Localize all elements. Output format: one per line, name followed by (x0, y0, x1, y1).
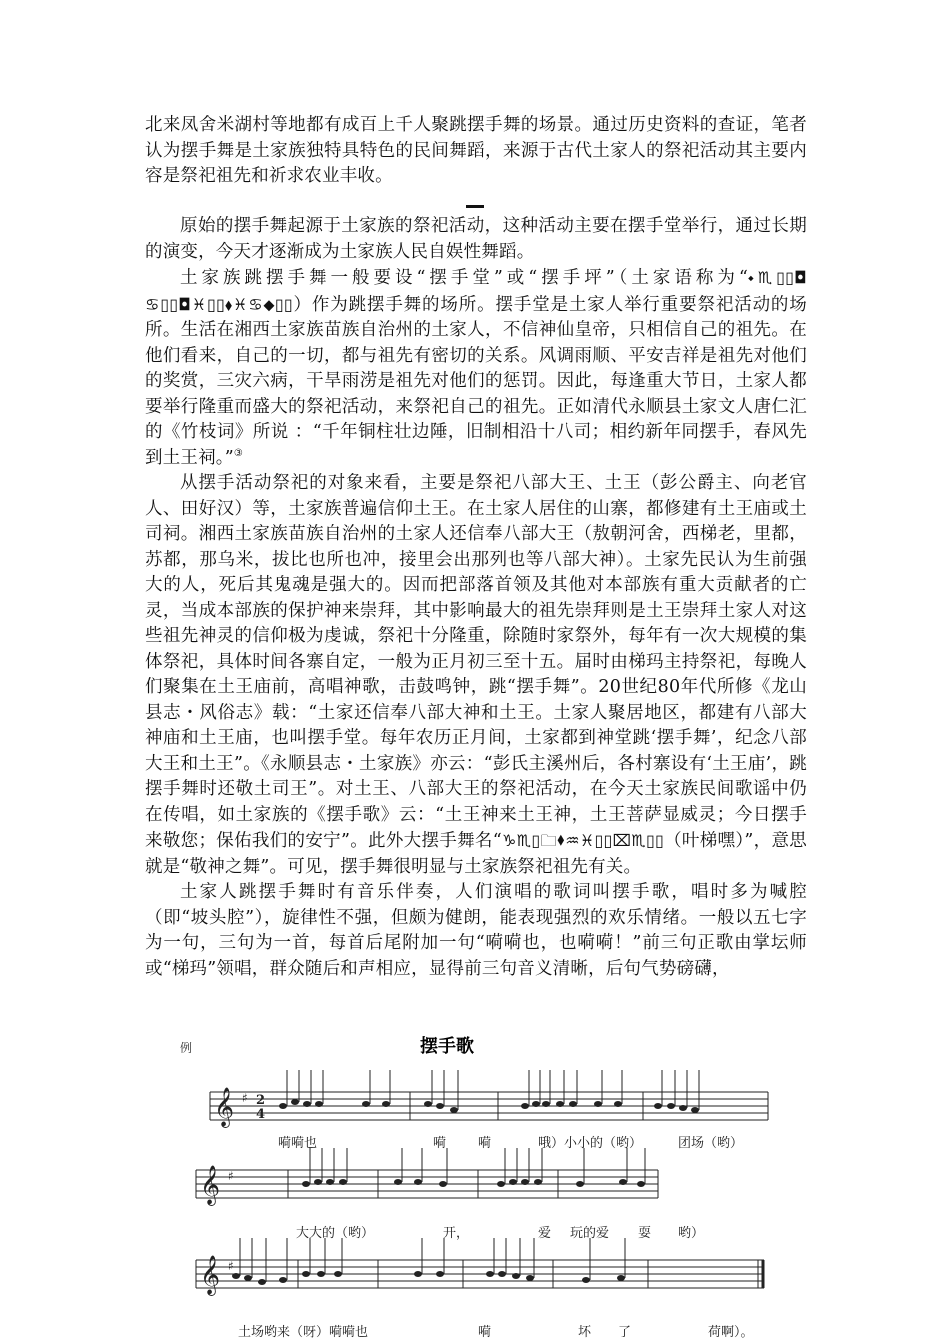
note-head (302, 1181, 310, 1187)
note-head (317, 1271, 325, 1277)
lyric-2-4: 玩的爱 (570, 1226, 610, 1241)
time-sig-top: 2 (256, 1093, 266, 1108)
note-head (497, 1181, 505, 1187)
note-head (232, 1273, 240, 1279)
note-head (512, 1273, 520, 1279)
treble-clef-icon: 𝄞 (214, 1087, 235, 1127)
article-body-main (145, 214, 807, 982)
note-head (556, 1101, 564, 1107)
note-head (594, 1101, 602, 1107)
score-title: 摆手歌 (420, 1036, 474, 1057)
note-head (244, 1275, 252, 1281)
lyric-2-1: 大大的（哟） (296, 1226, 375, 1241)
note-head (414, 1179, 422, 1185)
time-sig-bottom: 4 (256, 1107, 266, 1122)
note-head (509, 1179, 517, 1185)
note-head (279, 1277, 287, 1283)
note-head (614, 1101, 622, 1107)
note-head (439, 1181, 447, 1187)
article-body (145, 113, 807, 190)
example-label: 例 (180, 1041, 193, 1055)
note-head (339, 1179, 347, 1185)
treble-clef-icon-3: 𝄞 (200, 1255, 221, 1295)
staff-row-2 (196, 1170, 658, 1198)
note-head (334, 1271, 342, 1277)
paragraph-worship-text-b: （叶梯嘿）”，意思就是“敬神之舞”。可见，摆手舞很明显与土家族祭祀祖先有关。 (145, 831, 808, 877)
note-head (532, 1101, 540, 1107)
note-head (436, 1271, 444, 1277)
note-head (542, 1101, 550, 1107)
lyric-2-6: 哟） (678, 1226, 705, 1241)
tujia-phonetic-symbols: ⬩♏▯▯◘ ♋▯▯◘♓▯▯⬧♓♋⬥▯▯ (145, 268, 808, 314)
note-head (526, 1275, 534, 1281)
lyric-1-1: 嗬嗬也 (278, 1136, 318, 1151)
note-head (279, 1103, 287, 1109)
note-head (302, 1271, 310, 1277)
sharp-icon-2: ♯ (228, 1169, 234, 1183)
note-head (569, 1101, 577, 1107)
lyric-2-5: 耍 (638, 1226, 652, 1241)
note-head (326, 1179, 334, 1185)
notes-row-2 (302, 1148, 645, 1187)
note-head (450, 1107, 458, 1113)
paragraph-worship (145, 471, 807, 880)
note-head (576, 1181, 584, 1187)
lyric-1-5: 团场（哟） (678, 1136, 744, 1151)
note-head (436, 1103, 444, 1109)
footnote-marker: ③ (233, 447, 244, 459)
note-head (691, 1107, 699, 1113)
note-head (414, 1271, 422, 1277)
note-head (617, 1275, 625, 1281)
section-mark (466, 205, 484, 208)
lyric-3-4: 了 (618, 1325, 632, 1340)
lyrics-row-3 (238, 1324, 754, 1340)
paragraph-hall-text-a: 土家族跳摆手舞一般要设“摆手堂”或“摆手坪”（土家语称为“ (180, 268, 749, 288)
tujia-phonetic-symbols-2: ♑♏▯🗀⬧♒♓▯▯⌧♏▯▯ (501, 831, 664, 850)
notes-row-3 (232, 1238, 625, 1285)
note-head (258, 1279, 266, 1285)
note-head (521, 1103, 529, 1109)
note-head (534, 1179, 542, 1185)
paragraph-intro: 北来凤舍米湖村等地都有成百上千人聚跳摆手舞的场景。通过历史资料的查证，笔者认为摆手舞是土家族独特具特色的民间舞蹈，来源于古代土家人的祭祀活动其主要内容是祭祀祖先和祈求农业丰收。 (145, 115, 807, 186)
lyric-2-3: 爱 (538, 1226, 552, 1241)
note-head (314, 1179, 322, 1185)
paragraph-origin: 原始的摆手舞起源于土家族的祭祀活动，这种活动主要在摆手堂举行，通过长期的演变，今天才逐渐成为土家族人民自娱性舞蹈。 (145, 216, 807, 262)
paragraph-hall (145, 265, 807, 471)
lyric-1-2: 嗬 (433, 1136, 447, 1151)
note-head (498, 1271, 506, 1277)
staff-row-3 (196, 1260, 764, 1288)
music-score (178, 1032, 793, 1344)
paragraph-music: 土家人跳摆手舞时有音乐伴奏，人们演唱的歌词叫摆手歌，唱时多为喊腔（即“坡头腔”），旋律性不强，但颇为健朗，能表现强烈的欢乐情绪。一般以五七字为一句，三句为一首，每首后尾附加一句“嗬嗬也，也嗬嗬！”前三句正歌由掌坛师或“梯玛”领唱，群众随后和声相应，显得前三句音义清晰，后句气势磅礴， (145, 882, 807, 979)
lyric-3-3: 坏 (578, 1325, 592, 1340)
lyrics-row-1 (278, 1135, 743, 1151)
treble-clef-icon-2: 𝄞 (200, 1165, 221, 1205)
note-head (619, 1179, 627, 1185)
paragraph-hall-text-b: ）作为跳摆手舞的场所。摆手堂是土家人举行重要祭祀活动的场所。生活在湘西土家族苗族自治州的土家人，不信神仙皇帝，只相信自己的祖先。在他们看来，自己的一切，都与祖先有密切的关系。风调雨顺、平安吉祥是祖先对他们的奖赏，三灾六病，干旱雨涝是祖先对他们的惩罚。因此，每逢重大节日，土家人都要举行隆重而盛大的祭祀活动，来祭祀自己的祖先。正如清代永顺县土家文人唐仁汇的《竹枝词》所说 ：“千年铜柱壮边陲，旧制相沿十八司；相约新年同摆手，春风先到土王祠。” (145, 294, 807, 468)
note-head (486, 1271, 494, 1277)
sharp-icon: ♯ (242, 1091, 248, 1105)
note-head (679, 1105, 687, 1111)
note-head (667, 1103, 675, 1109)
note-head (291, 1099, 299, 1105)
lyric-3-2: 嗬 (478, 1325, 492, 1340)
note-head (654, 1103, 662, 1109)
lyric-2-2: 开， (443, 1226, 470, 1241)
note-head (382, 1101, 390, 1107)
score-svg (178, 1032, 793, 1344)
lyric-1-4: 哦）小小的（哟） (538, 1136, 643, 1151)
note-head (424, 1101, 432, 1107)
note-head (362, 1101, 370, 1107)
note-head (315, 1101, 323, 1107)
note-head (521, 1179, 529, 1185)
lyric-1-3: 嗬 (478, 1136, 492, 1151)
lyric-3-1: 土场哟来（呀）嗬嗬也 (238, 1325, 369, 1340)
lyric-3-5: 荷啊）。 (708, 1325, 754, 1340)
paragraph-worship-text-a: 从摆手活动祭祀的对象来看，主要是祭祀八部大王、土王（彭公爵主、向老官人、田好汉）等，土家族普遍信仰土王。在土家人居住的山寨，都修建有土王庙或土司祠。湘西土家族苗族自治州的土家人还信奉八部大王（敖朝河舍，西梯老，里都，苏都，那乌米，拔比也所也冲，接里会出那列也等八部大神）。土家先民认为生前强大的人，死后其鬼魂是强大的。因而把部落首领及其他对本部族有重大贡献者的亡灵，当成本部族的保护神来崇拜，其中影响最大的祖先崇拜则是土王崇拜土家人对这些祖先神灵的信仰极为虔诚，祭祀十分隆重，除随时家祭外，每年有一次大规模的集体祭祀，具体时间各寨自定，一般为正月初三至十五。届时由梯玛主持祭祀，每晚人们聚集在土王庙前，高唱神歌，击鼓鸣钟，跳“摆手舞”。20世纪80年代所修《龙山县志・风俗志》载：“土家还信奉八部大神和土王。土家人聚居地区，都建有八部大神庙和土王庙，也叫摆手堂。每年农历正月间，土家都到神堂跳‘摆手舞’，纪念八部大王和土王”。《永顺县志・土家族》亦云：“彭氏主溪州后，各村寨设有‘土王庙’，跳摆手舞时还敬土司王”。对土王、八部大王的祭祀活动，在今天土家族民间歌谣中仍在传唱，如土家族的《摆手歌》云：“土王神来土王神，土王菩萨显威灵；今日摆手来敬您；保佑我们的安宁”。此外大摆手舞名“ (145, 473, 807, 851)
note-head (637, 1181, 645, 1187)
note-head (394, 1179, 402, 1185)
sharp-icon-3: ♯ (228, 1259, 234, 1273)
note-head (303, 1101, 311, 1107)
note-head (582, 1277, 590, 1283)
lyrics-row-2 (296, 1225, 704, 1241)
